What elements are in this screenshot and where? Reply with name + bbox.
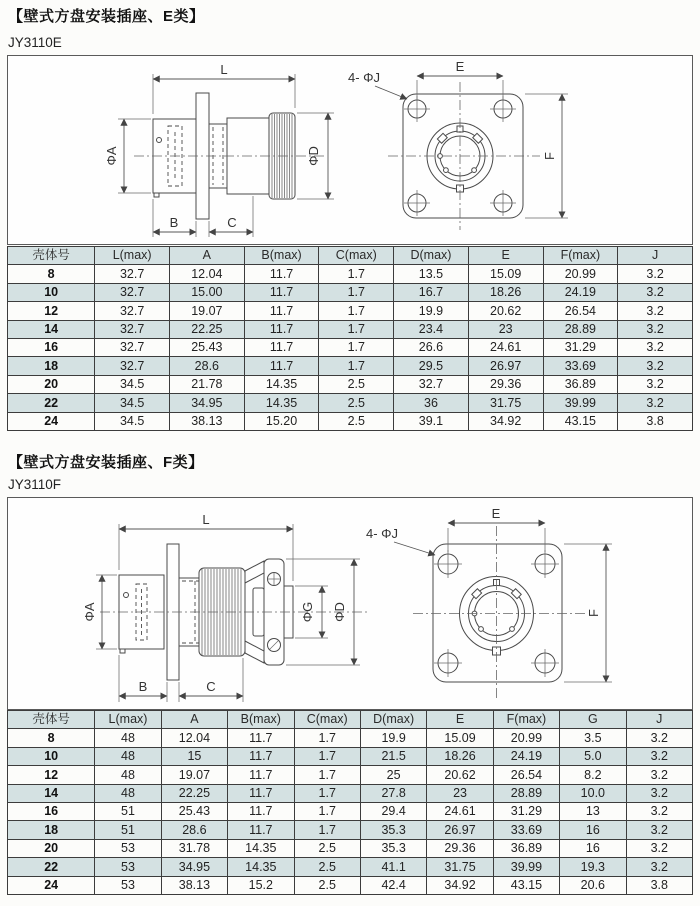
value-cell: 1.7 <box>294 747 360 765</box>
column-header: J <box>618 247 693 265</box>
value-cell: 3.2 <box>626 729 692 747</box>
value-cell: 21.78 <box>170 375 245 393</box>
shell-size-cell: 22 <box>8 858 95 876</box>
model-number-e: JY3110E <box>8 35 62 50</box>
section-heading-f: 【壁式方盘安装插座、F类】 <box>8 454 204 471</box>
value-cell: 32.7 <box>95 265 170 283</box>
value-cell: 1.7 <box>319 357 394 375</box>
value-cell: 11.7 <box>244 265 319 283</box>
value-cell: 1.7 <box>319 320 394 338</box>
value-cell: 11.7 <box>244 283 319 301</box>
value-cell: 15.00 <box>170 283 245 301</box>
value-cell: 12.04 <box>170 265 245 283</box>
value-cell: 1.7 <box>319 338 394 356</box>
table-row <box>8 302 693 320</box>
value-cell: 3.2 <box>618 338 693 356</box>
dimension-label-phiD: ΦD <box>306 146 321 166</box>
value-cell: 51 <box>95 821 161 839</box>
value-cell: 29.36 <box>468 375 543 393</box>
value-cell: 2.5 <box>294 858 360 876</box>
table-row <box>8 265 693 283</box>
dimension-label-phiA: ΦA <box>82 602 97 622</box>
value-cell: 14.35 <box>228 858 294 876</box>
value-cell: 23 <box>468 320 543 338</box>
value-cell: 20.62 <box>468 302 543 320</box>
value-cell: 19.07 <box>170 302 245 320</box>
cross-screw <box>268 573 281 586</box>
value-cell: 24.61 <box>427 802 493 820</box>
value-cell: 3.2 <box>618 375 693 393</box>
value-cell: 21.5 <box>360 747 426 765</box>
dimension-label-L: L <box>202 512 210 527</box>
value-cell: 1.7 <box>294 784 360 802</box>
value-cell: 22.25 <box>161 784 227 802</box>
column-header: F(max) <box>543 247 618 265</box>
value-cell: 3.8 <box>618 412 693 430</box>
value-cell: 31.78 <box>161 839 227 857</box>
column-header: A <box>170 247 245 265</box>
table-row <box>8 802 693 820</box>
value-cell: 15.20 <box>244 412 319 430</box>
technical-drawing-f <box>8 498 692 709</box>
value-cell: 15.09 <box>427 729 493 747</box>
table-row <box>8 357 693 375</box>
value-cell: 48 <box>95 729 161 747</box>
value-cell: 3.2 <box>618 357 693 375</box>
dimension-label-L: L <box>220 62 228 77</box>
column-header: E <box>427 711 493 729</box>
leader-line <box>394 542 435 555</box>
shell-size-cell: 14 <box>8 784 95 802</box>
value-cell: 15.09 <box>468 265 543 283</box>
shell-size-cell: 10 <box>8 283 95 301</box>
value-cell: 11.7 <box>228 802 294 820</box>
value-cell: 38.13 <box>170 412 245 430</box>
value-cell: 3.5 <box>560 729 626 747</box>
value-cell: 20.6 <box>560 876 626 894</box>
column-header: C(max) <box>294 711 360 729</box>
value-cell: 35.3 <box>360 821 426 839</box>
column-header: D(max) <box>394 247 469 265</box>
value-cell: 22.25 <box>170 320 245 338</box>
table-row <box>8 858 693 876</box>
value-cell: 2.5 <box>294 876 360 894</box>
column-header: L(max) <box>95 247 170 265</box>
holes-callout-label: 4- ΦJ <box>348 70 381 85</box>
value-cell: 26.97 <box>427 821 493 839</box>
value-cell: 32.7 <box>95 283 170 301</box>
value-cell: 11.7 <box>228 729 294 747</box>
shell-size-cell: 14 <box>8 320 95 338</box>
shell-size-cell: 12 <box>8 766 95 784</box>
value-cell: 48 <box>95 747 161 765</box>
shell-size-cell: 20 <box>8 839 95 857</box>
dimension-table-f <box>7 710 693 895</box>
value-cell: 31.75 <box>468 394 543 412</box>
shell-size-cell: 24 <box>8 412 95 430</box>
value-cell: 28.89 <box>543 320 618 338</box>
column-header: C(max) <box>319 247 394 265</box>
dimension-label-E: E <box>455 59 465 74</box>
value-cell: 36.89 <box>543 375 618 393</box>
value-cell: 28.6 <box>161 821 227 839</box>
shell-size-cell: 8 <box>8 729 95 747</box>
body-notch <box>154 193 159 197</box>
value-cell: 11.7 <box>244 320 319 338</box>
value-cell: 25 <box>360 766 426 784</box>
value-cell: 42.4 <box>360 876 426 894</box>
value-cell: 39.99 <box>543 394 618 412</box>
section-heading-e: 【壁式方盘安装插座、E类】 <box>8 8 205 25</box>
value-cell: 13 <box>560 802 626 820</box>
value-cell: 19.9 <box>394 302 469 320</box>
value-cell: 43.15 <box>543 412 618 430</box>
shell-size-cell: 22 <box>8 394 95 412</box>
value-cell: 23 <box>427 784 493 802</box>
value-cell: 11.7 <box>228 784 294 802</box>
value-cell: 29.36 <box>427 839 493 857</box>
value-cell: 53 <box>95 858 161 876</box>
table-row <box>8 412 693 430</box>
dimension-label-B: B <box>169 215 179 230</box>
column-header: D(max) <box>360 711 426 729</box>
table-row <box>8 821 693 839</box>
shell-size-cell: 18 <box>8 821 95 839</box>
value-cell: 53 <box>95 839 161 857</box>
value-cell: 32.7 <box>95 338 170 356</box>
value-cell: 16 <box>560 839 626 857</box>
column-header: F(max) <box>493 711 559 729</box>
value-cell: 19.9 <box>360 729 426 747</box>
dimension-label-B: B <box>138 679 148 694</box>
value-cell: 1.7 <box>319 265 394 283</box>
value-cell: 11.7 <box>228 766 294 784</box>
table-row <box>8 394 693 412</box>
value-cell: 1.7 <box>294 729 360 747</box>
value-cell: 20.99 <box>493 729 559 747</box>
value-cell: 12.04 <box>161 729 227 747</box>
value-cell: 38.13 <box>161 876 227 894</box>
value-cell: 32.7 <box>95 320 170 338</box>
shell-size-cell: 20 <box>8 375 95 393</box>
value-cell: 19.3 <box>560 858 626 876</box>
column-header: 壳体号 <box>8 711 95 729</box>
value-cell: 48 <box>95 784 161 802</box>
column-header: 壳体号 <box>8 247 95 265</box>
table-header-row <box>8 247 693 265</box>
value-cell: 34.5 <box>95 375 170 393</box>
value-cell: 20.99 <box>543 265 618 283</box>
value-cell: 3.2 <box>618 302 693 320</box>
dimension-label-phiG: ΦG <box>300 601 315 623</box>
leader-line <box>375 86 407 99</box>
value-cell: 11.7 <box>228 821 294 839</box>
shell-size-cell: 16 <box>8 338 95 356</box>
value-cell: 3.2 <box>618 394 693 412</box>
table-row <box>8 338 693 356</box>
dimension-label-phiD: ΦD <box>332 602 347 622</box>
column-header: L(max) <box>95 711 161 729</box>
dimension-table-e <box>7 246 693 431</box>
value-cell: 28.6 <box>170 357 245 375</box>
table-header-row <box>8 711 693 729</box>
table-row <box>8 839 693 857</box>
value-cell: 23.4 <box>394 320 469 338</box>
shell-size-cell: 16 <box>8 802 95 820</box>
value-cell: 19.07 <box>161 766 227 784</box>
value-cell: 3.2 <box>626 821 692 839</box>
value-cell: 3.2 <box>626 839 692 857</box>
value-cell: 13.5 <box>394 265 469 283</box>
table-row <box>8 766 693 784</box>
value-cell: 28.89 <box>493 784 559 802</box>
value-cell: 48 <box>95 766 161 784</box>
value-cell: 14.35 <box>244 394 319 412</box>
value-cell: 26.97 <box>468 357 543 375</box>
value-cell: 34.95 <box>170 394 245 412</box>
value-cell: 18.26 <box>427 747 493 765</box>
value-cell: 32.7 <box>95 357 170 375</box>
value-cell: 26.54 <box>493 766 559 784</box>
value-cell: 1.7 <box>319 283 394 301</box>
value-cell: 24.19 <box>493 747 559 765</box>
dimension-label-C: C <box>206 679 216 694</box>
value-cell: 3.8 <box>626 876 692 894</box>
value-cell: 1.7 <box>294 821 360 839</box>
column-header: B(max) <box>244 247 319 265</box>
shell-size-cell: 8 <box>8 265 95 283</box>
dimension-label-F: F <box>586 609 601 617</box>
value-cell: 53 <box>95 876 161 894</box>
value-cell: 1.7 <box>294 766 360 784</box>
value-cell: 16 <box>560 821 626 839</box>
shell-size-cell: 24 <box>8 876 95 894</box>
value-cell: 3.2 <box>626 802 692 820</box>
value-cell: 32.7 <box>95 302 170 320</box>
value-cell: 31.29 <box>493 802 559 820</box>
dimension-label-F: F <box>542 152 557 160</box>
value-cell: 34.92 <box>468 412 543 430</box>
value-cell: 36.89 <box>493 839 559 857</box>
square-mounting-flange <box>433 544 562 682</box>
value-cell: 20.62 <box>427 766 493 784</box>
value-cell: 14.35 <box>244 375 319 393</box>
holes-callout-label: 4- ΦJ <box>366 526 399 541</box>
keyway-notch <box>510 627 515 632</box>
value-cell: 31.75 <box>427 858 493 876</box>
value-cell: 3.2 <box>626 858 692 876</box>
table-row <box>8 876 693 894</box>
value-cell: 11.7 <box>244 357 319 375</box>
value-cell: 43.15 <box>493 876 559 894</box>
shell-size-cell: 12 <box>8 302 95 320</box>
value-cell: 11.7 <box>244 338 319 356</box>
value-cell: 29.4 <box>360 802 426 820</box>
value-cell: 39.1 <box>394 412 469 430</box>
value-cell: 34.95 <box>161 858 227 876</box>
keyway-notch <box>472 168 477 173</box>
shell-size-cell: 18 <box>8 357 95 375</box>
value-cell: 33.69 <box>543 357 618 375</box>
front-view-drawing <box>348 59 568 230</box>
value-cell: 14.35 <box>228 839 294 857</box>
value-cell: 3.2 <box>618 320 693 338</box>
table-row <box>8 283 693 301</box>
dimension-label-C: C <box>227 215 237 230</box>
value-cell: 32.7 <box>394 375 469 393</box>
value-cell: 2.5 <box>319 394 394 412</box>
value-cell: 3.2 <box>618 265 693 283</box>
value-cell: 1.7 <box>294 802 360 820</box>
side-view-drawing <box>104 62 334 237</box>
keyway-notch <box>479 627 484 632</box>
value-cell: 34.5 <box>95 412 170 430</box>
value-cell: 25.43 <box>170 338 245 356</box>
value-cell: 3.2 <box>626 747 692 765</box>
keyway-notch <box>444 168 449 173</box>
value-cell: 24.61 <box>468 338 543 356</box>
value-cell: 31.29 <box>543 338 618 356</box>
value-cell: 8.2 <box>560 766 626 784</box>
value-cell: 3.2 <box>626 766 692 784</box>
yoke-arm <box>245 561 264 583</box>
column-header: E <box>468 247 543 265</box>
value-cell: 34.92 <box>427 876 493 894</box>
column-header: B(max) <box>228 711 294 729</box>
value-cell: 1.7 <box>319 302 394 320</box>
value-cell: 29.5 <box>394 357 469 375</box>
value-cell: 51 <box>95 802 161 820</box>
value-cell: 15 <box>161 747 227 765</box>
front-view-drawing <box>366 506 612 698</box>
value-cell: 24.19 <box>543 283 618 301</box>
table-row <box>8 747 693 765</box>
value-cell: 25.43 <box>161 802 227 820</box>
value-cell: 11.7 <box>244 302 319 320</box>
yoke-arm <box>245 641 264 663</box>
value-cell: 33.69 <box>493 821 559 839</box>
column-header: A <box>161 711 227 729</box>
technical-drawing-e <box>8 56 692 244</box>
drawing-panel-e <box>7 55 693 245</box>
value-cell: 27.8 <box>360 784 426 802</box>
value-cell: 41.1 <box>360 858 426 876</box>
table-row <box>8 729 693 747</box>
value-cell: 26.54 <box>543 302 618 320</box>
column-header: J <box>626 711 692 729</box>
value-cell: 2.5 <box>319 375 394 393</box>
body-notch <box>120 649 125 653</box>
value-cell: 3.2 <box>626 784 692 802</box>
value-cell: 2.5 <box>294 839 360 857</box>
value-cell: 34.5 <box>95 394 170 412</box>
drawing-panel-f <box>7 497 693 710</box>
value-cell: 16.7 <box>394 283 469 301</box>
value-cell: 15.2 <box>228 876 294 894</box>
table-row <box>8 375 693 393</box>
value-cell: 11.7 <box>228 747 294 765</box>
table-row <box>8 784 693 802</box>
value-cell: 10.0 <box>560 784 626 802</box>
value-cell: 39.99 <box>493 858 559 876</box>
side-view-drawing <box>82 512 368 702</box>
value-cell: 26.6 <box>394 338 469 356</box>
dimension-label-E: E <box>491 506 501 521</box>
value-cell: 3.2 <box>618 283 693 301</box>
shell-size-cell: 10 <box>8 747 95 765</box>
value-cell: 2.5 <box>319 412 394 430</box>
dimension-label-phiA: ΦA <box>104 146 119 166</box>
value-cell: 36 <box>394 394 469 412</box>
value-cell: 35.3 <box>360 839 426 857</box>
column-header: G <box>560 711 626 729</box>
value-cell: 18.26 <box>468 283 543 301</box>
value-cell: 5.0 <box>560 747 626 765</box>
table-row <box>8 320 693 338</box>
model-number-f: JY3110F <box>8 477 62 492</box>
